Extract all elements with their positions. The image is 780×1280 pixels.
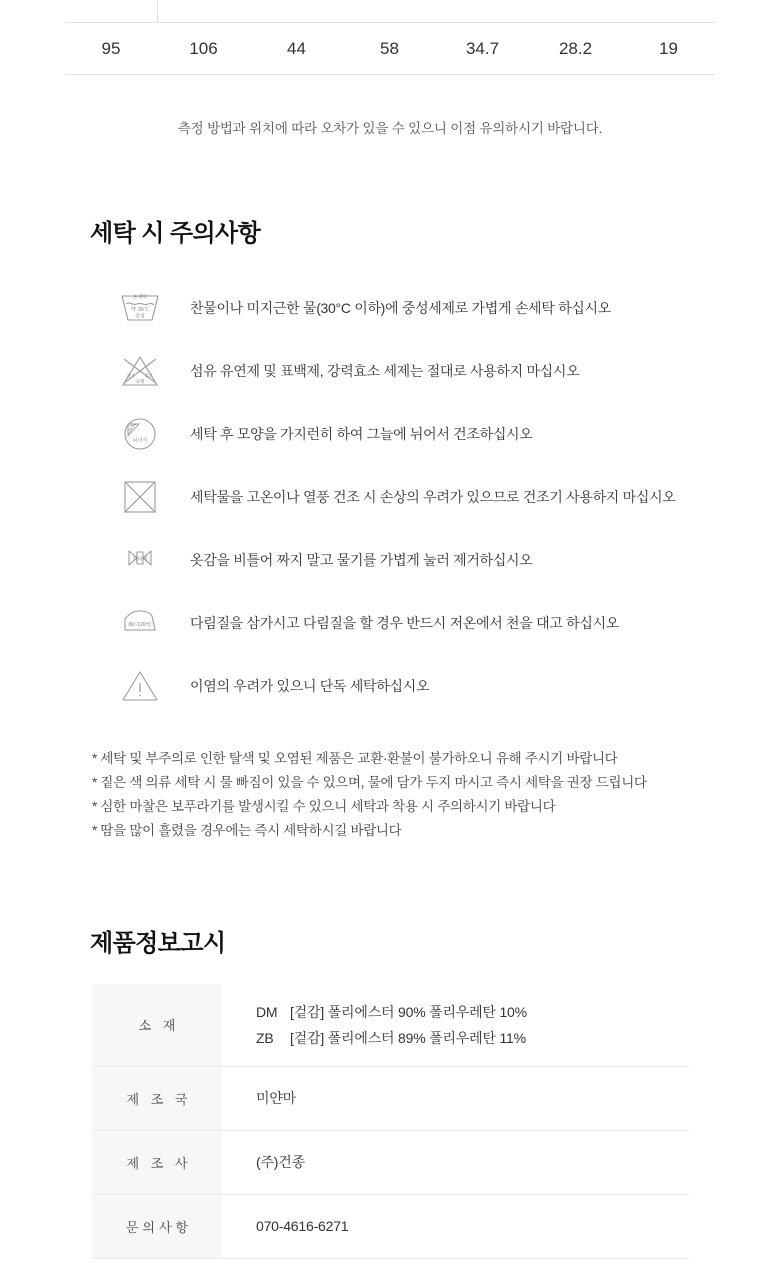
svg-text:뉘어서: 뉘어서 (132, 437, 148, 444)
size-value-cell: 44 (250, 23, 343, 75)
list-item (108, 339, 780, 402)
iron-low-temp-icon (108, 601, 172, 645)
svg-text:표백: 표백 (135, 378, 145, 384)
bullet-note: * 짙은 색 의류 세탁 시 물 빠짐이 있을 수 있으며, 물에 담가 두지 마시고 즉시 세탁을 권장 드립니다 (92, 775, 647, 790)
material-code: DM (256, 1003, 278, 1020)
table-row (92, 984, 690, 1066)
info-label-manufacturer: 제 조 사 (92, 1130, 222, 1194)
info-label-contact: 문의사항 (92, 1194, 222, 1258)
wash-care-section-title: 세탁 시 주의사항 (90, 220, 261, 247)
info-value-country: 미얀마 (222, 1066, 690, 1130)
table-row (65, 23, 715, 75)
product-info-table (92, 984, 690, 1259)
svg-text:염소: 염소 (144, 372, 154, 378)
svg-text:약하게: 약하게 (132, 556, 148, 562)
size-table-column-divider (65, 0, 715, 22)
size-table-top-spacer (0, 0, 780, 22)
bullet-note: * 땀을 많이 흘렸을 경우에는 즉시 세탁하시길 바랍니다 (92, 823, 402, 838)
bullet-note: * 세탁 및 부주의로 인한 탈색 및 오염된 제품은 교환·환불이 불가하오니 유해 주시기 바랍니다 (92, 751, 618, 766)
care-bullet-notes (92, 747, 780, 843)
size-value-cell: 19 (622, 23, 715, 75)
svg-text:80~120℃: 80~120℃ (128, 621, 152, 628)
wash-separately-warning-icon (108, 664, 172, 708)
svg-text:중성: 중성 (135, 313, 145, 319)
no-bleach-icon (108, 349, 172, 393)
measurement-note: 측정 방법과 위치에 따라 오차가 있을 수 있으니 이점 유의하시기 바랍니다. (177, 121, 603, 136)
table-row (92, 1066, 690, 1130)
product-info-section-title: 제품정보고시 (90, 930, 226, 957)
svg-text:산소: 산소 (126, 372, 136, 378)
info-label-country: 제 조 국 (92, 1066, 222, 1130)
wash-care-list (108, 276, 780, 717)
size-label-cell: 95 (65, 23, 157, 75)
list-item (108, 591, 780, 654)
info-value-contact: 070-4616-6271 (222, 1194, 690, 1258)
care-text: 옷감을 비틀어 짜지 말고 물기를 가볍게 눌러 제거하십시오 (190, 551, 533, 568)
dry-flat-shade-icon (108, 412, 172, 456)
info-value-material (222, 984, 690, 1066)
svg-text:약 30℃: 약 30℃ (130, 306, 150, 313)
list-item (108, 528, 780, 591)
care-text: 다림질을 삼가시고 다림질을 할 경우 반드시 저온에서 천을 대고 하십시오 (190, 614, 620, 631)
list-item (108, 654, 780, 717)
wring-gently-icon (108, 538, 172, 582)
care-text: 세탁물을 고온이나 열풍 건조 시 손상의 우려가 있으므로 건조기 사용하지 마십시오 (190, 488, 676, 505)
svg-text:손세탁: 손세탁 (132, 294, 148, 300)
size-value-cell: 34.7 (436, 23, 529, 75)
size-measurement-table (65, 22, 715, 75)
size-value-cell: 28.2 (529, 23, 622, 75)
bullet-note: * 심한 마찰은 보푸라기를 발생시킬 수 있으니 세탁과 착용 시 주의하시기 바랍니다 (92, 799, 556, 814)
material-code: ZB (256, 1029, 274, 1046)
size-value-cell: 106 (157, 23, 250, 75)
care-text: 찬물이나 미지근한 물(30°C 이하)에 중성세제로 가볍게 손세탁 하십시오 (190, 299, 611, 316)
list-item (108, 276, 780, 339)
no-tumble-dry-icon (108, 475, 172, 519)
hand-wash-icon (108, 286, 172, 330)
material-value: [겉감] 폴리에스터 89% 폴리우레탄 11% (290, 1029, 526, 1046)
info-value-manufacturer: (주)건종 (222, 1130, 690, 1194)
care-text: 세탁 후 모양을 가지런히 하여 그늘에 뉘어서 건조하십시오 (190, 425, 533, 442)
care-text: 이염의 우려가 있으니 단독 세탁하십시오 (190, 677, 430, 694)
table-row (92, 1194, 690, 1258)
list-item (108, 402, 780, 465)
size-value-cell: 58 (343, 23, 436, 75)
info-label-material: 소 재 (92, 984, 222, 1066)
material-value: [겉감] 폴리에스터 90% 폴리우레탄 10% (290, 1003, 527, 1020)
material-line (256, 1025, 690, 1051)
care-text: 섬유 유연제 및 표백제, 강력효소 세제는 절대로 사용하지 마십시오 (190, 362, 580, 379)
list-item (108, 465, 780, 528)
material-line (256, 999, 690, 1025)
table-row (92, 1130, 690, 1194)
